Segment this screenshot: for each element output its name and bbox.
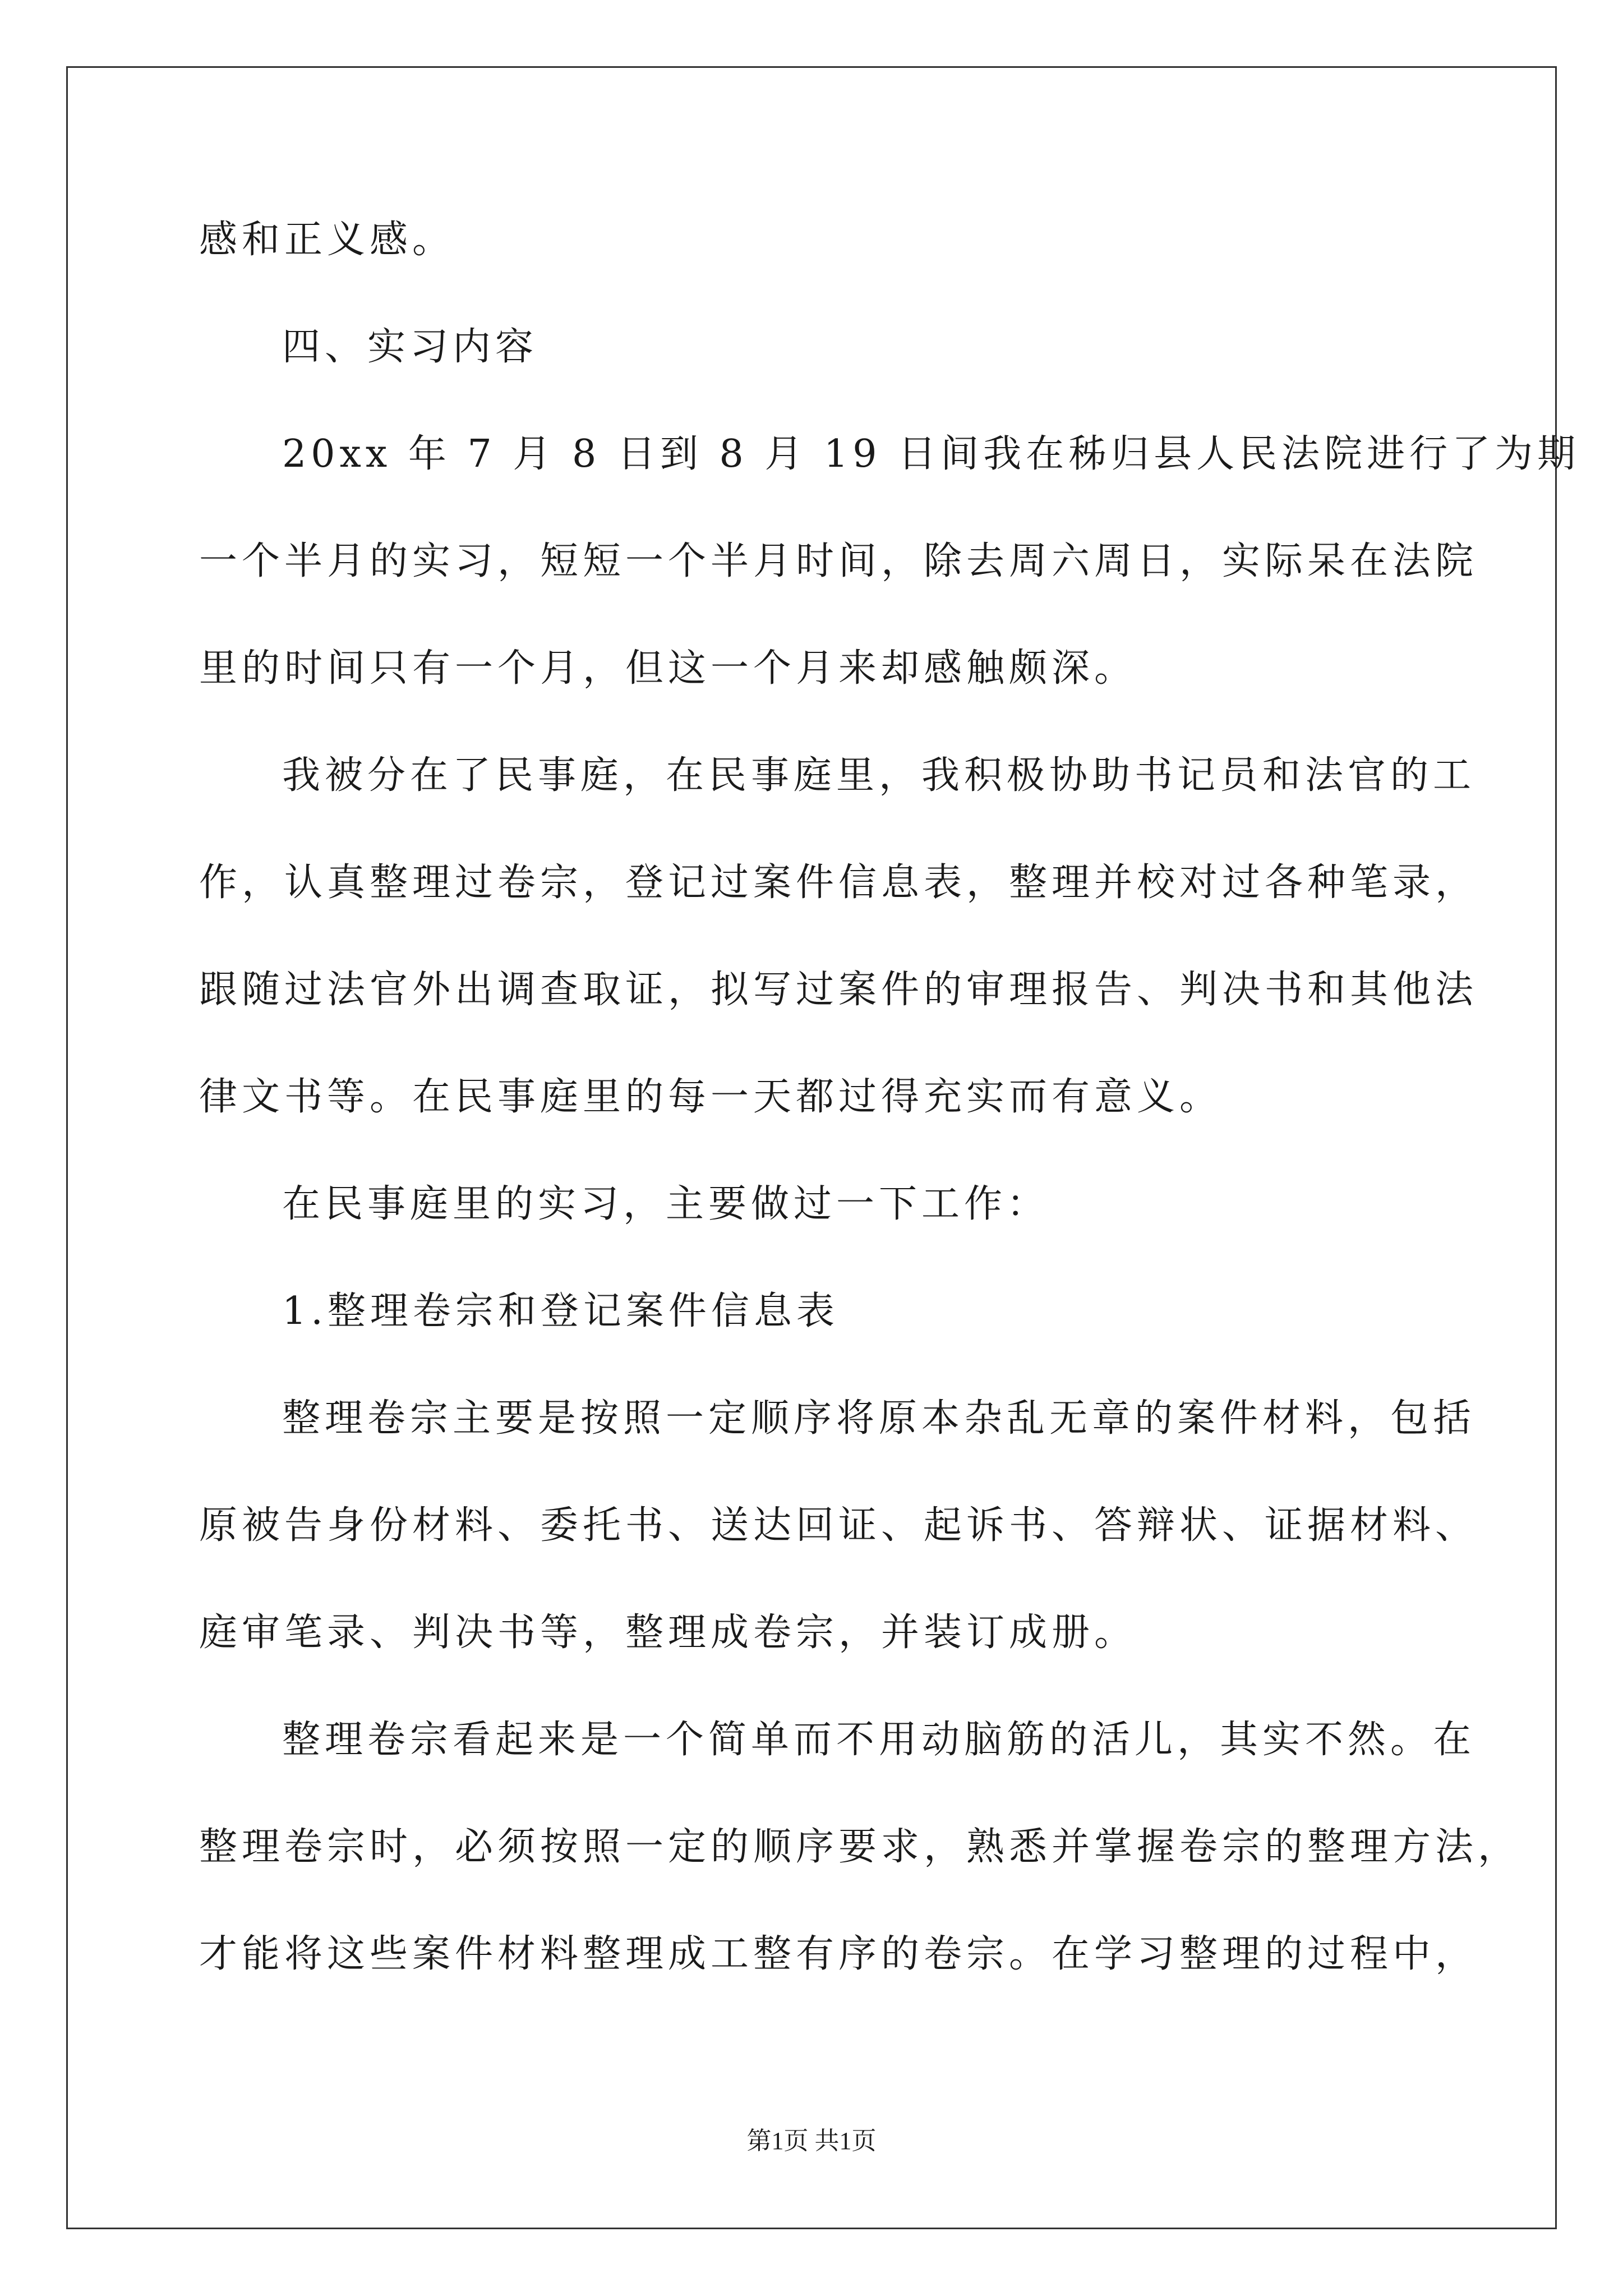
text-line: 庭审笔录、判决书等，整理成卷宗，并装订成册。 — [199, 1611, 1137, 1655]
text-line: 原被告身份材料、委托书、送达回证、起诉书、答辩状、证据材料、 — [199, 1503, 1478, 1548]
text-line: 作，认真整理过卷宗，登记过案件信息表，整理并校对过各种笔录， — [199, 861, 1478, 905]
text-line: 律文书等。在民事庭里的每一天都过得充实而有意义。 — [199, 1075, 1223, 1119]
text-line: 20xx 年 7 月 8 日到 8 月 19 日间我在秭归县人民法院进行了为期 — [282, 432, 1580, 476]
text-line: 在民事庭里的实习，主要做过一下工作： — [282, 1182, 1050, 1226]
page-number-footer: 第1页 共1页 — [746, 2127, 877, 2155]
text-line: 一个半月的实习，短短一个半月时间，除去周六周日，实际呆在法院 — [199, 539, 1478, 583]
text-line: 才能将这些案件材料整理成工整有序的卷宗。在学习整理的过程中， — [199, 1932, 1478, 1976]
text-line: 整理卷宗主要是按照一定顺序将原本杂乱无章的案件材料，包括 — [282, 1396, 1476, 1441]
text-line: 跟随过法官外出调查取证，拟写过案件的审理报告、判决书和其他法 — [199, 968, 1478, 1012]
text-line: 感和正义感。 — [199, 218, 455, 262]
text-line: 整理卷宗看起来是一个简单而不用动脑筋的活儿，其实不然。在 — [282, 1718, 1476, 1762]
text-line: 里的时间只有一个月，但这一个月来却感触颇深。 — [199, 646, 1137, 691]
text-line: 整理卷宗时，必须按照一定的顺序要求，熟悉并掌握卷宗的整理方法， — [199, 1825, 1521, 1869]
text-line: 我被分在了民事庭，在民事庭里，我积极协助书记员和法官的工 — [282, 753, 1476, 798]
subsection-heading: 1.整理卷宗和登记案件信息表 — [282, 1289, 839, 1333]
document-body — [199, 186, 1580, 2008]
section-heading: 四、实习内容 — [282, 325, 538, 369]
